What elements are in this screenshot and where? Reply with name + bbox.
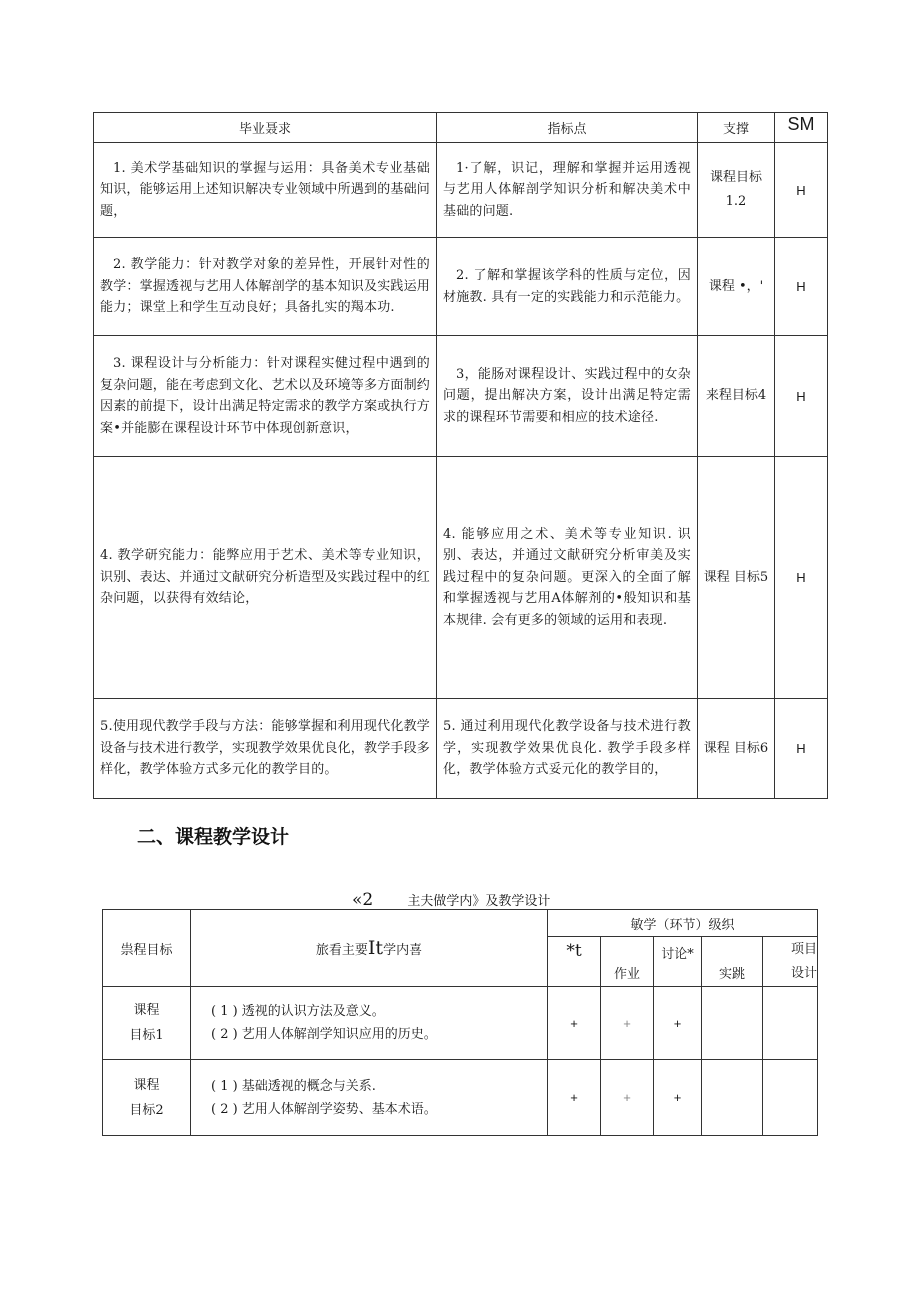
table-row [94, 699, 828, 799]
teaching-design-table [102, 909, 818, 1136]
mark-cell [763, 1060, 818, 1136]
header-level: SM [775, 113, 828, 143]
level-cell: H [775, 457, 828, 699]
table-row [94, 457, 828, 699]
requirements-header-row [94, 113, 828, 143]
header-goal: 祟程目标 [103, 910, 191, 987]
header-content-part: 学内喜 [383, 943, 423, 958]
mark-cell: + [654, 1060, 702, 1136]
section-heading: 二、课程教学设计 [137, 826, 290, 848]
support-cell: 课程目标1.2 [698, 143, 775, 238]
subheader-practice: 实跳 [702, 937, 763, 987]
level-cell: H [775, 699, 828, 799]
level-cell: H [775, 143, 828, 238]
level-cell: H [775, 238, 828, 336]
header-activity-group: 敏学（环节）级织 [548, 910, 818, 937]
requirement-cell: 3. 课程设计与分析能力：针对课程实健过程中遇到的复杂问题，能在考虑到文化、艺术以及环境等多方面制约因素的前提下，设计出满足特定需求的教学方案或执行方案•并能膨在课程设计环节中体现创新意识， [94, 336, 437, 457]
indicator-cell: 5. 通过利用现代化教学设备与技术进行教学，实现教学效果优良化. 教学手段多样化，教学体验方式妥元化的教学目的， [437, 699, 698, 799]
header-support: 支撑 [698, 113, 775, 143]
header-content-part: 旅看主要 [315, 943, 368, 958]
support-cell: 课程 目标5 [698, 457, 775, 699]
content-item: ( 2 ) 艺用人体解剖学姿势、基本术语。 [211, 1101, 437, 1117]
support-cell: 来程目标4 [698, 336, 775, 457]
header-indicator: 指标点 [437, 113, 698, 143]
header-content-glyph: It [367, 937, 384, 959]
mark-cell: + [601, 1060, 654, 1136]
support-cell: 课程 目标6 [698, 699, 775, 799]
indicator-cell: 1·了解，识记，理解和掌握并运用透视与艺用人体解剖学知识分析和解决美术中基础的问题. [437, 143, 698, 238]
goal-cell [103, 1060, 191, 1136]
header-requirement: 毕业聂求 [94, 113, 437, 143]
requirement-cell: 4. 教学研究能力：能弊应用于艺术、美术等专业知识，识别、表达、并通过文献研究分析造型及实践过程中的红杂问题，以获得有效结论， [94, 457, 437, 699]
caption-title: 主夫做学内》及教学设计 [407, 894, 551, 909]
mark-cell [702, 987, 763, 1060]
goal-line: 目标2 [129, 1102, 164, 1118]
mark-cell: + [654, 987, 702, 1060]
table-row [94, 238, 828, 336]
subheader-lecture: *t [548, 937, 601, 987]
mark-cell [702, 1060, 763, 1136]
mark-cell: + [601, 987, 654, 1060]
requirements-table [93, 112, 828, 799]
table-row [94, 336, 828, 457]
caption-number: «2 [352, 890, 374, 910]
content-cell [191, 1060, 548, 1136]
header-content [191, 910, 548, 987]
subheader-discussion: 讨论* [654, 937, 702, 987]
support-cell: 课程 •，' [698, 238, 775, 336]
requirement-cell: 2. 教学能力：针对教学对象的差异性，开展针对性的教学：掌握透视与艺用人体解剖学的基本知识及实践运用能力；课堂上和学生互动良好；具备扎实的羯本功. [94, 238, 437, 336]
requirement-cell: 5.使用现代教学手段与方法：能够掌握和利用现代化教学设备与技术进行教学，实现教学效果优良化，教学手段多样化，教学体验方式多元化的教学目的。 [94, 699, 437, 799]
table-caption [352, 890, 550, 910]
goal-line: 课程 [133, 1077, 160, 1093]
subheader-project: 项目设计 [763, 937, 818, 987]
mark-cell [763, 987, 818, 1060]
indicator-cell: 2. 了解和掌握该学科的性质与定位，因材施教. 具有一定的实践能力和示范能力。 [437, 238, 698, 336]
indicator-cell: 3，能肠对课程设计、实践过程中的女杂问题，提出解决方案，设计出满足特定需求的课程环节需要和相应的技术途径. [437, 336, 698, 457]
subheader-homework: 作业 [601, 937, 654, 987]
indicator-cell: 4. 能够应用之术、美术等专业知识. 识别、表达，并通过文献研究分析审美及实践过程中的复杂问题。更深入的全面了解和掌握透视与艺用A体解剂的•般知识和基本规律. 会有更多的领域的运用和表现. [437, 457, 698, 699]
mark-cell: + [548, 987, 601, 1060]
table-row [103, 987, 818, 1060]
level-cell: H [775, 336, 828, 457]
content-item: ( 1 ) 透视的认识方法及意义。 [211, 1004, 385, 1019]
goal-line: 目标1 [129, 1028, 164, 1043]
table-row [103, 1060, 818, 1136]
goal-cell [103, 987, 191, 1060]
content-cell [191, 987, 548, 1060]
goal-line: 课程 [133, 1003, 160, 1018]
requirement-cell: 1. 美术学基础知识的掌握与运用：具备美术专业基础知识，能够运用上述知识解决专业领域中所遇到的基础问题， [94, 143, 437, 238]
content-item: ( 1 ) 基础透视的概念与关系. [211, 1078, 376, 1094]
mark-cell: + [548, 1060, 601, 1136]
table-row [94, 143, 828, 238]
content-item: ( 2 ) 艺用人体解剖学知识应用的历史。 [211, 1027, 437, 1042]
teaching-header-row [103, 910, 818, 937]
